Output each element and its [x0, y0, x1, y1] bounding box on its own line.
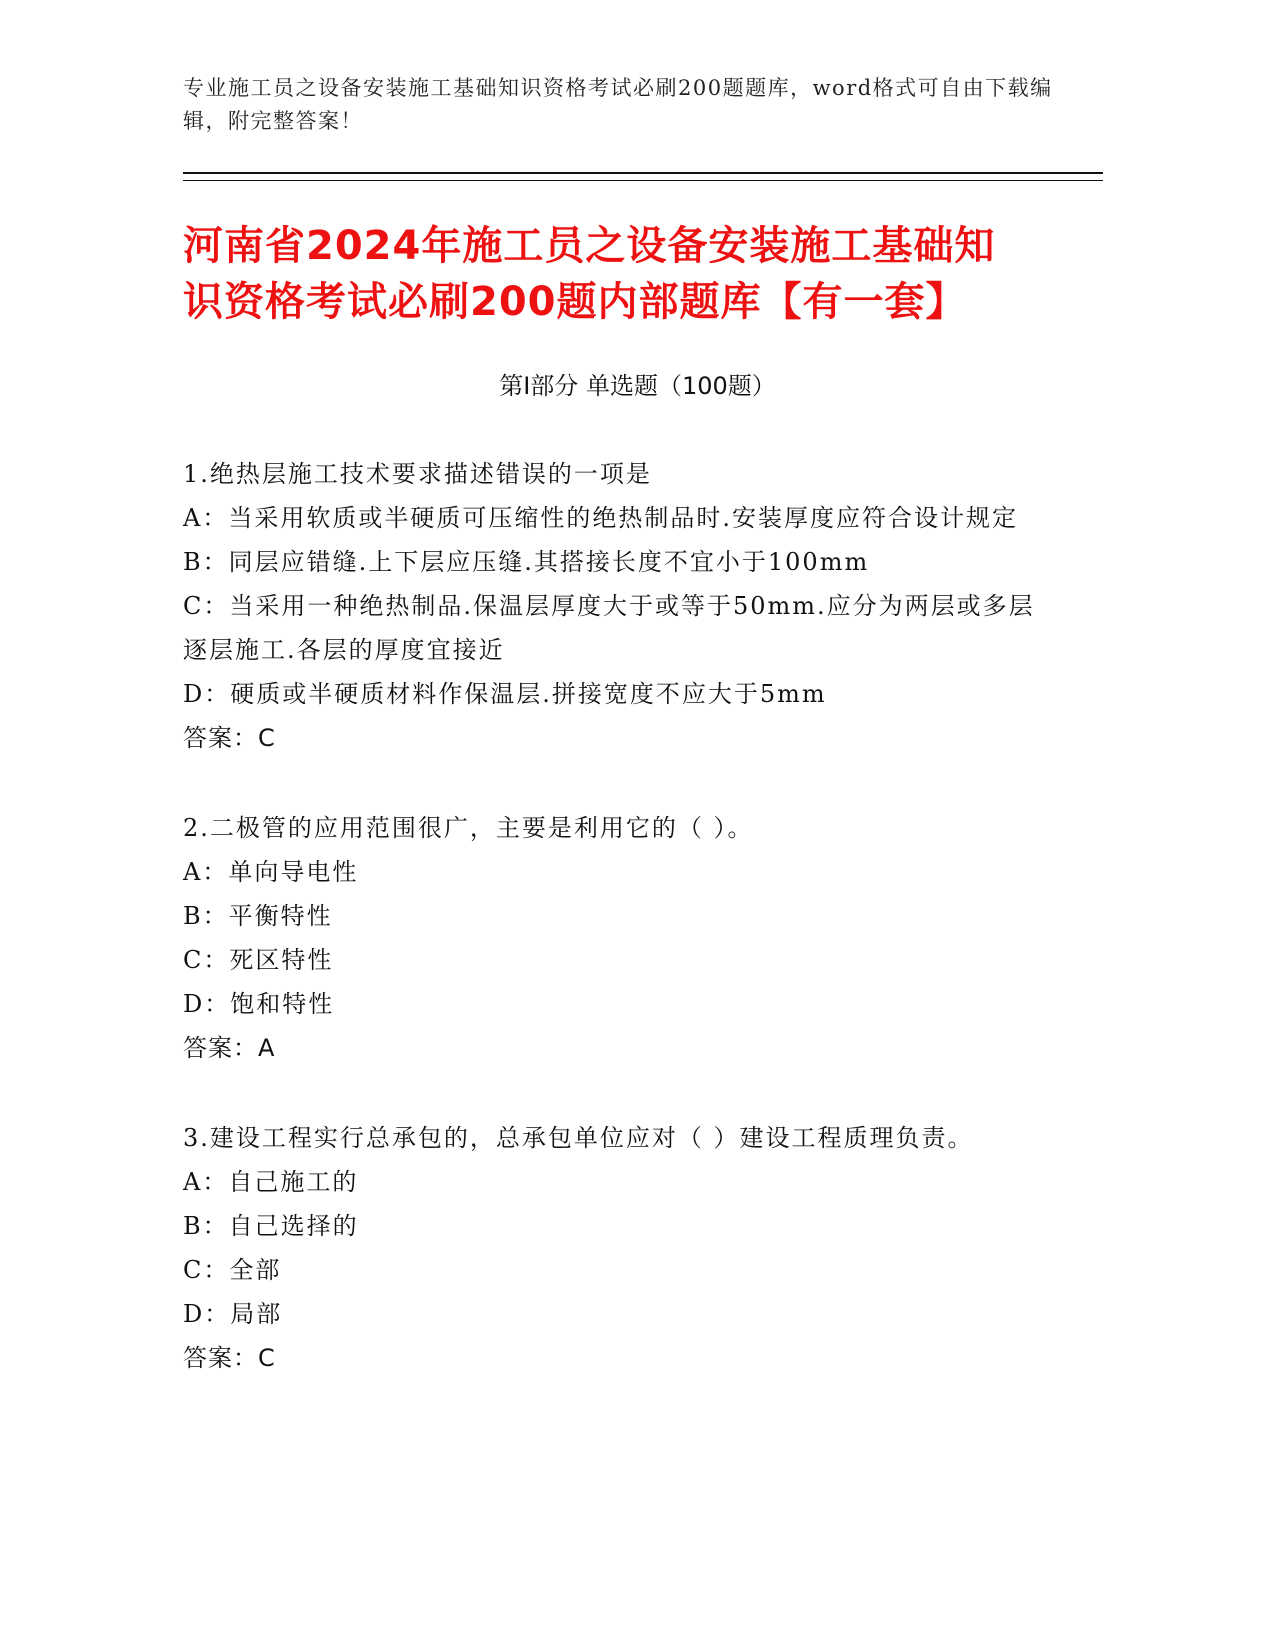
main-title-line-1: 河南省2024年施工员之设备安装施工基础知 — [183, 223, 996, 269]
option-a: A：当采用软质或半硬质可压缩性的绝热制品时.安装厚度应符合设计规定 — [183, 504, 1018, 532]
option-d: D：硬质或半硬质材料作保温层.拼接宽度不应大于5mm — [183, 680, 827, 708]
question-list — [183, 452, 1053, 1426]
question-2 — [183, 806, 1053, 1070]
option-b: B：自己选择的 — [183, 1212, 359, 1240]
question-stem: 3.建设工程实行总承包的，总承包单位应对（ ）建设工程质理负责。 — [183, 1124, 974, 1152]
header-rule-thick — [183, 172, 1103, 174]
question-stem: 1.绝热层施工技术要求描述错误的一项是 — [183, 460, 652, 488]
option-c: C：死区特性 — [183, 946, 334, 974]
answer: 答案：C — [183, 1344, 276, 1372]
option-d: D：局部 — [183, 1300, 283, 1328]
main-title — [183, 218, 1083, 330]
option-b: B：同层应错缝.上下层应压缝.其搭接长度不宜小于100mm — [183, 548, 870, 576]
main-title-line-2: 识资格考试必刷200题内部题库【有一套】 — [183, 279, 967, 325]
option-d: D：饱和特性 — [183, 990, 335, 1018]
header-note: 专业施工员之设备安装施工基础知识资格考试必刷200题题库，word格式可自由下载编辑，附完整答案！ — [183, 76, 1053, 133]
section-title: 第Ⅰ部分 单选题（100题） — [499, 372, 776, 400]
answer: 答案：A — [183, 1034, 276, 1062]
answer: 答案：C — [183, 724, 276, 752]
question-stem: 2.二极管的应用范围很广，主要是利用它的（ ）。 — [183, 814, 754, 842]
option-c: C：当采用一种绝热制品.保温层厚度大于或等于50mm.应分为两层或多层逐层施工.各层的厚度宜接近 — [183, 592, 1035, 664]
option-b: B：平衡特性 — [183, 902, 333, 930]
question-1 — [183, 452, 1053, 760]
question-3 — [183, 1116, 1053, 1380]
option-a: A：单向导电性 — [183, 858, 359, 886]
header-rule-thin — [183, 180, 1103, 181]
option-c: C：全部 — [183, 1256, 282, 1284]
option-a: A：自己施工的 — [183, 1168, 359, 1196]
